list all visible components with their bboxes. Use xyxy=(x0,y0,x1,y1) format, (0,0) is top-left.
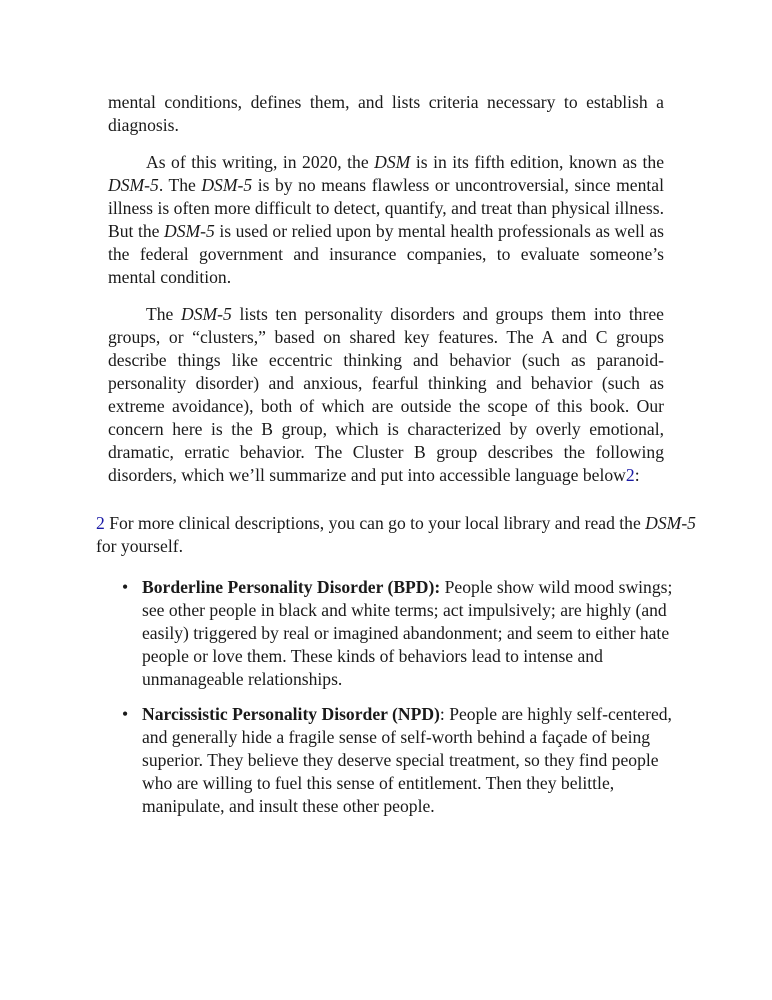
list-item-term: Narcissistic Personality Disorder (NPD) xyxy=(142,704,440,724)
list-item-term: Borderline Personality Disorder (BPD): xyxy=(142,577,441,597)
paragraph-2-text-d: is by no means flawless or uncontroversial, since mental illness is often more difficult to detect, quantify, and treat than physical illness. But the xyxy=(108,175,664,241)
footnote-text-b: for yourself. xyxy=(96,536,183,556)
paragraph-1-text: mental conditions, defines them, and lists criteria necessary to establish a diagnosis. xyxy=(108,92,664,135)
dsm5-title: DSM-5 xyxy=(180,304,232,324)
footnote-reference-link[interactable]: 2 xyxy=(625,465,635,485)
paragraph-3-text-b: lists ten personality disorders and groups them into three groups, or “clusters,” based on shared key features. The A and C groups describe things like eccentric thinking and behavior (such as paranoid-personality disorder) and anxious, fearful thinking and behavior (such as extreme avoidance), both of which are outside the scope of this book. Our concern here is the B group, which is characterized by overly emotional, dramatic, erratic behavior. The Cluster B group describes the following disorders, which we’ll summarize and put into accessible language below xyxy=(108,304,664,485)
paragraph-2-text-c: . The xyxy=(158,175,202,195)
dsm5-title: DSM-5 xyxy=(163,221,215,241)
list-item-text: : People are highly self-centered, and generally hide a fragile sense of self-worth behind a façade of being superior. They believe they deserve special treatment, so they find people who are willing to fuel this sense of entitlement. Then they belittle, manipulate, and insult these other people. xyxy=(142,704,672,816)
footnote-text-a: For more clinical descriptions, you can go to your local library and read the xyxy=(104,513,646,533)
list-item xyxy=(122,576,682,691)
paragraph-2 xyxy=(108,151,664,289)
paragraph-2-text-b: is in its fifth edition, known as the xyxy=(410,152,665,172)
list-item-text: People show wild mood swings; see other people in black and white terms; act impulsively; are highly (and easily) triggered by real or imagined abandonment; and seem to either hate people or love them. These kinds of behaviors lead to intense and unmanageable relationships. xyxy=(142,577,673,689)
body-text xyxy=(108,91,664,501)
dsm5-title: DSM-5 xyxy=(201,175,253,195)
paragraph-2-text-a: As of this writing, in 2020, the xyxy=(146,152,375,172)
bullet-icon: • xyxy=(122,704,129,724)
dsm5-title: DSM-5 xyxy=(108,175,159,195)
paragraph-2-text-e: is used or relied upon by mental health professionals as well as the federal government and insurance companies, to evaluate someone’s mental condition. xyxy=(108,221,664,287)
paragraph-1 xyxy=(108,91,664,137)
footnote xyxy=(96,512,696,558)
footnote-number-link[interactable]: 2 xyxy=(96,513,105,533)
list-item xyxy=(122,703,682,818)
paragraph-3-text-end: : xyxy=(634,465,640,485)
paragraph-3-text-a: The xyxy=(146,304,181,324)
bullet-icon: • xyxy=(122,577,129,597)
paragraph-3 xyxy=(108,303,664,487)
dsm5-title: DSM-5 xyxy=(645,513,696,533)
dsm-title: DSM xyxy=(374,152,411,172)
disorder-list xyxy=(122,576,682,830)
